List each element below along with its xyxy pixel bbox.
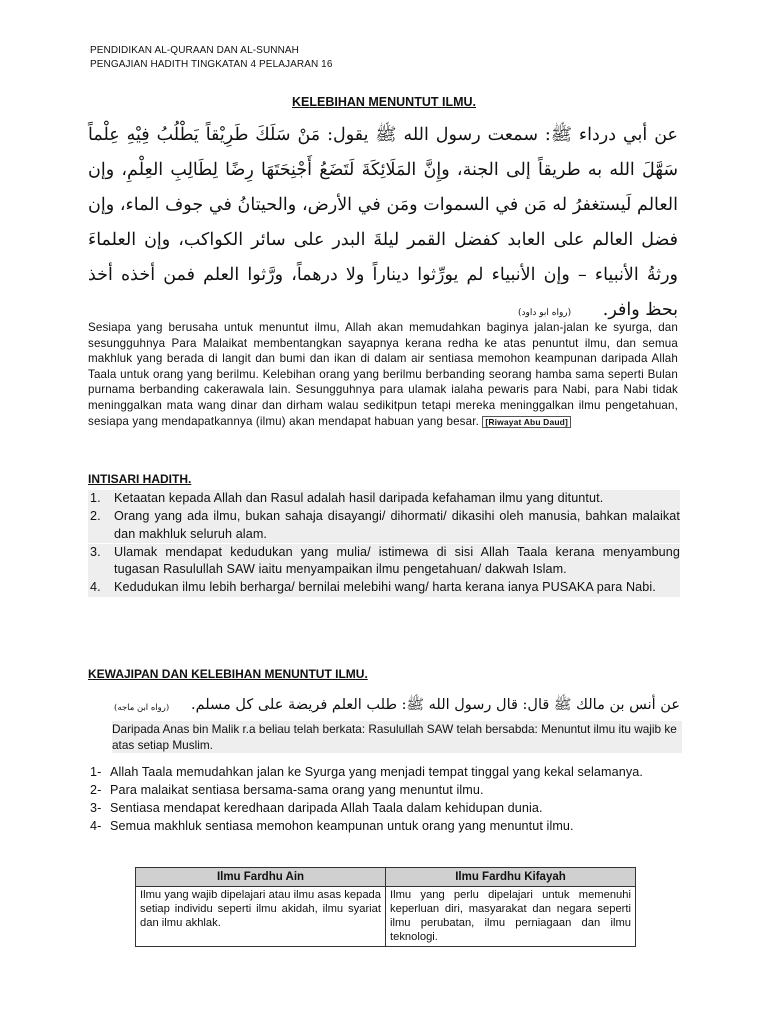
list-item-text: Para malaikat sentiasa bersama-sama orang yang menuntut ilmu. bbox=[110, 783, 484, 797]
kewajipan-arabic-text bbox=[88, 693, 680, 717]
hadith-arabic-reference: (رواه ابو داود) bbox=[518, 308, 572, 318]
ilmu-comparison-table bbox=[135, 867, 636, 947]
list-item-number: 4. bbox=[90, 580, 101, 594]
intisari-heading: INTISARI HADITH. bbox=[88, 472, 192, 486]
kewajipan-heading: KEWAJIPAN DAN KELEBIHAN MENUNTUT ILMU. bbox=[88, 667, 368, 681]
list-item bbox=[88, 818, 680, 836]
list-item-number: 3. bbox=[90, 544, 101, 559]
list-item-text: Allah Taala memudahkan jalan ke Syurga yang menjadi tempat tinggal yang kekal selamanya. bbox=[110, 765, 643, 779]
list-item bbox=[88, 800, 680, 818]
list-item-text: Kedudukan ilmu lebih berharga/ bernilai melebihi wang/ harta kerana ianya PUSAKA para Nabi. bbox=[114, 580, 656, 594]
list-item bbox=[88, 490, 680, 508]
list-item-number: 1- bbox=[90, 765, 102, 779]
kewajipan-translation: Daripada Anas bin Malik r.a beliau telah berkata: Rasulullah SAW telah bersabda: Menuntut ilmu itu wajib ke atas setiap Muslim. bbox=[112, 721, 682, 753]
page-header bbox=[90, 44, 333, 72]
list-item-text: Semua makhluk sentiasa memohon keampunan untuk orang yang menuntut ilmu. bbox=[110, 819, 574, 833]
kewajipan-arabic-reference: (رواه ابن ماجه) bbox=[114, 703, 170, 713]
table-header-fardhu-ain: Ilmu Fardhu Ain bbox=[136, 868, 386, 887]
list-item bbox=[88, 508, 680, 543]
intisari-list bbox=[88, 490, 680, 597]
list-item-number: 3- bbox=[90, 801, 102, 815]
list-item-text: Sentiasa mendapat keredhaan daripada Allah Taala dalam kehidupan dunia. bbox=[110, 801, 543, 815]
list-item-number: 2- bbox=[90, 783, 102, 797]
hadith-arabic-text bbox=[88, 118, 678, 331]
table-cell-fardhu-kifayah: Ilmu yang perlu dipelajari untuk memenuhi keperluan diri, masyarakat dan negara seperti ilmu perubatan, ilmu perniagaan dan ilmu teknologi. bbox=[386, 887, 636, 947]
list-item-text: Ketaatan kepada Allah dan Rasul adalah hasil daripada kefahaman ilmu yang dituntut. bbox=[114, 491, 604, 505]
header-line-2: PENGAJIAN HADITH TINGKATAN 4 PELAJARAN 16 bbox=[90, 59, 333, 70]
table-row bbox=[136, 887, 636, 947]
kewajipan-arabic-body: عن أنس بن مالك ﷺ قال: قال رسول الله ﷺ: طلب العلم فريضة على كل مسلم. bbox=[190, 697, 680, 713]
list-item-text: Ulamak mendapat kedudukan yang mulia/ istimewa di sisi Allah Taala kerana menyambung tugasan Rasulullah SAW iaitu menyampaikan ilmu pengetahuan/ dakwah Islam. bbox=[114, 544, 680, 576]
table-header-row bbox=[136, 868, 636, 887]
list-item-text: Orang yang ada ilmu, bukan sahaja disayangi/ dihormati/ dikasihi oleh manusia, bahkan malaikat dan makhluk seluruh alam. bbox=[114, 509, 680, 541]
list-item bbox=[88, 544, 680, 579]
list-item bbox=[88, 579, 680, 597]
hadith-arabic-body: عن أبي درداء ﷺ: سمعت رسول الله ﷺ يقول: مَنْ سَلَكَ طَرِيْقاً يَطْلُبُ فِيْهِ عِلْماً سَهَّلَ الله به طريقاً إلى الجنة، وإِنَّ المَلَائِكَةَ لَتَضَعُ أَجْنِحَتَهَا رِضًا لِطَالِبِ العِلْمِ، وإن العالم لَيستغفرُ له مَن في السموات ومَن في الأرض، والحيتانُ في جوف الماء، وإن فضل العالم على العابد كفضل القمر ليلةَ البدر على سائر الكواكب، وإن العلماءَ ورثةُ الأنبياء – وإن الأنبياء لم يورِّثوا ديناراً ولا درهماً، ورَّثوا العلم فمن أخذه أخذ بحظ وافر. bbox=[88, 125, 678, 320]
table-cell-fardhu-ain: Ilmu yang wajib dipelajari atau ilmu asas kepada setiap individu seperti ilmu akidah, ilmu syariat dan ilmu akhlak. bbox=[136, 887, 386, 947]
hadith-translation bbox=[88, 320, 678, 430]
list-item-number: 2. bbox=[90, 509, 101, 523]
translation-reference: [Riwayat Abu Daud] bbox=[482, 416, 571, 428]
list-item bbox=[88, 764, 680, 782]
list-item bbox=[88, 782, 680, 800]
header-line-1: PENDIDIKAN AL-QURAAN DAN AL-SUNNAH bbox=[90, 45, 300, 56]
list-item-number: 1. bbox=[90, 491, 101, 505]
page-title: KELEBIHAN MENUNTUT ILMU. bbox=[291, 95, 476, 109]
table-header-fardhu-kifayah: Ilmu Fardhu Kifayah bbox=[386, 868, 636, 887]
kewajipan-list bbox=[88, 764, 680, 836]
hadith-translation-body: Sesiapa yang berusaha untuk menuntut ilmu, Allah akan memudahkan baginya jalan-jalan ke syurga, dan sesungguhnya Para Malaikat membentangkan sayapnya kerana redha ke atas penuntut ilmu, dan semua makhluk yang berada di langit dan bumi dan ikan di dalam air sentiasa memohon keampunan daripada Allah Taala untuk orang yang berilmu. Kelebihan orang yang berilmu berbanding seorang hamba sama seperti Bulan purnama berbanding cakerawala lain. Sesungguhnya para ulamak ialaha pewaris para Nabi, para Nabi tidak meninggalkan mata wang dinar dan dirham walau sedikitpun tetapi mereka meninggalkan ilmu pengetahuan, sesiapa yang mendapatkannya (ilmu) akan mendapat habuan yang besar. bbox=[88, 321, 678, 428]
list-item-number: 4- bbox=[90, 819, 102, 833]
